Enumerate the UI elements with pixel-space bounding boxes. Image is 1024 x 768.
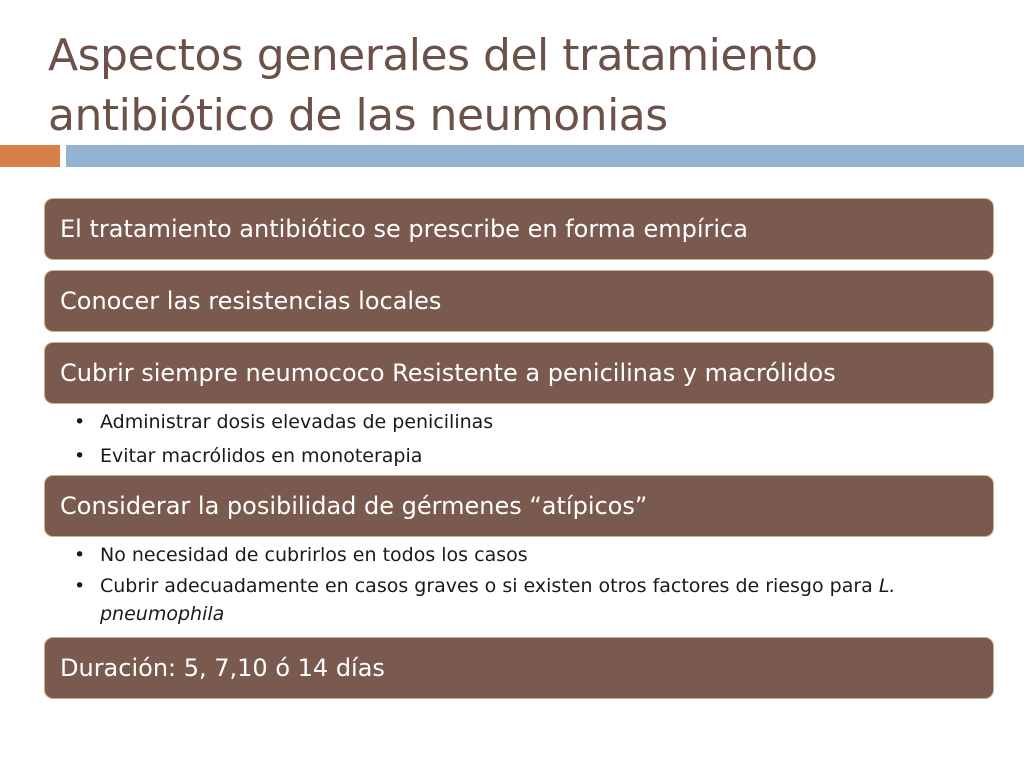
point-local-resistance: Conocer las resistencias locales [44, 270, 994, 332]
slide-title: Aspectos generales del tratamiento antibiótico de las neumonias [48, 30, 818, 141]
bullet-text: Cubrir adecuadamente en casos graves o si existen otros factores de riesgo para [100, 575, 879, 597]
accent-bar-orange [0, 145, 60, 167]
bullet-italic-organism: L. pneumophila [100, 575, 896, 625]
bullet-item [74, 538, 974, 572]
bullet-text: No necesidad de cubrirlos en todos los casos [100, 544, 528, 566]
bullet-item [74, 572, 974, 628]
bullet-dot: • [74, 445, 86, 467]
pneumococcus-bullet-list [74, 405, 974, 473]
point-atypical-germs: Considerar la posibilidad de gérmenes “atípicos” [44, 475, 994, 537]
bullet-text: Evitar macrólidos en monoterapia [100, 445, 423, 467]
point-empirical-treatment: El tratamiento antibiótico se prescribe en forma empírica [44, 198, 994, 260]
bullet-text: Administrar dosis elevadas de penicilinas [100, 411, 494, 433]
bullet-dot: • [74, 544, 86, 566]
bullet-item [74, 439, 974, 473]
accent-bar-blue [66, 145, 1024, 167]
point-duration: Duración: 5, 7,10 ó 14 días [44, 637, 994, 699]
bullet-dot: • [74, 411, 86, 433]
atypical-bullet-list [74, 538, 974, 628]
bullet-dot: • [74, 575, 86, 597]
point-cover-pneumococcus: Cubrir siempre neumococo Resistente a penicilinas y macrólidos [44, 342, 994, 404]
bullet-item [74, 405, 974, 439]
